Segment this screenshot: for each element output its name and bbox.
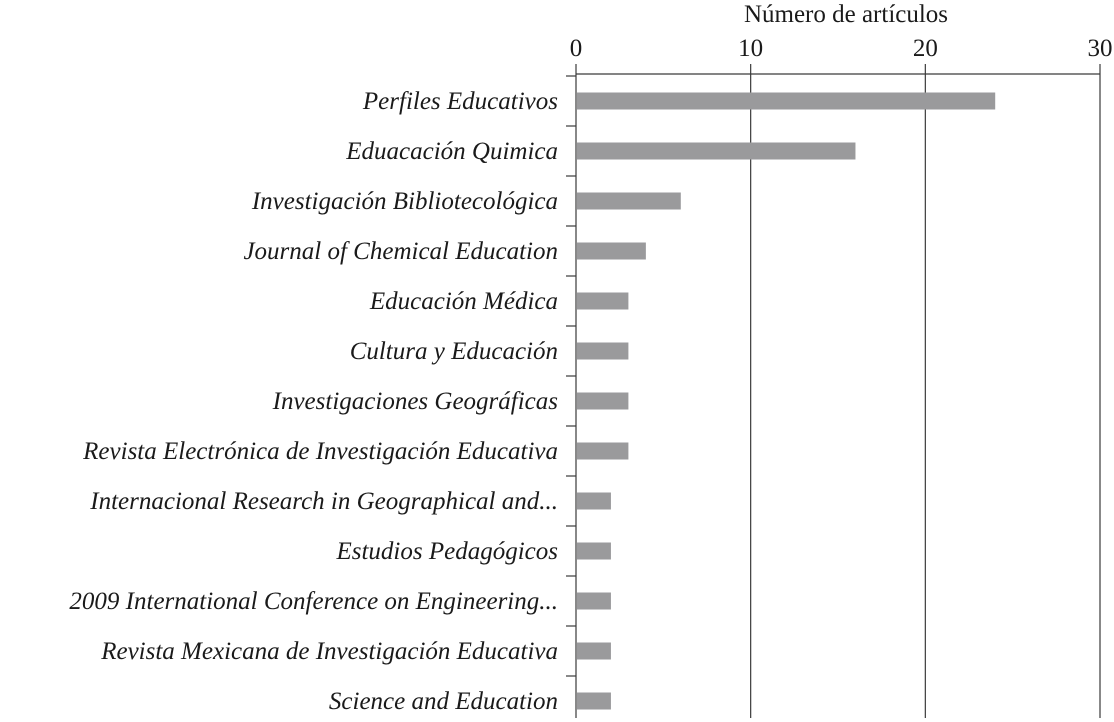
category-label-12: Revista Mexicana de Investigación Educativa — [101, 638, 558, 665]
category-label-3: Investigación Bibliotecológica — [251, 188, 558, 215]
bar-9 — [577, 493, 611, 510]
x-tick-label-20: 20 — [912, 35, 938, 62]
bar-1 — [577, 93, 995, 110]
bar-13 — [577, 693, 611, 710]
bar-4 — [577, 243, 646, 260]
category-label-13: Science and Education — [328, 688, 558, 715]
bar-6 — [577, 343, 628, 360]
category-label-7: Investigaciones Geográficas — [272, 388, 558, 415]
category-label-10: Estudios Pedagógicos — [336, 538, 558, 565]
bar-3 — [577, 193, 681, 210]
category-label-5: Educación Médica — [369, 288, 558, 315]
x-axis-title: Número de artículos — [743, 1, 949, 28]
category-label-9: Internacional Research in Geographical and... — [90, 488, 558, 515]
bar-11 — [577, 593, 611, 610]
bar-5 — [577, 293, 628, 310]
category-label-8: Revista Electrónica de Investigación Educativa — [83, 438, 558, 465]
x-tick-label-10: 10 — [738, 35, 764, 62]
bar-12 — [577, 643, 611, 660]
bar-2 — [577, 143, 855, 160]
axes — [566, 64, 1100, 718]
x-tick-labels — [570, 35, 1113, 62]
category-labels — [69, 88, 558, 715]
x-tick-label-0: 0 — [569, 35, 583, 62]
category-label-4: Journal of Chemical Education — [243, 238, 558, 265]
bar-8 — [577, 443, 628, 460]
category-label-6: Cultura y Educación — [349, 338, 558, 365]
grid-lines — [751, 74, 1100, 718]
category-label-2: Eduacación Quimica — [346, 138, 558, 165]
category-label-11: 2009 International Conference on Engineering... — [69, 588, 558, 615]
x-tick-label-30: 30 — [1087, 35, 1113, 62]
category-label-1: Perfiles Educativos — [362, 88, 558, 115]
bars — [577, 93, 995, 710]
bar-7 — [577, 393, 628, 410]
bar-10 — [577, 543, 611, 560]
